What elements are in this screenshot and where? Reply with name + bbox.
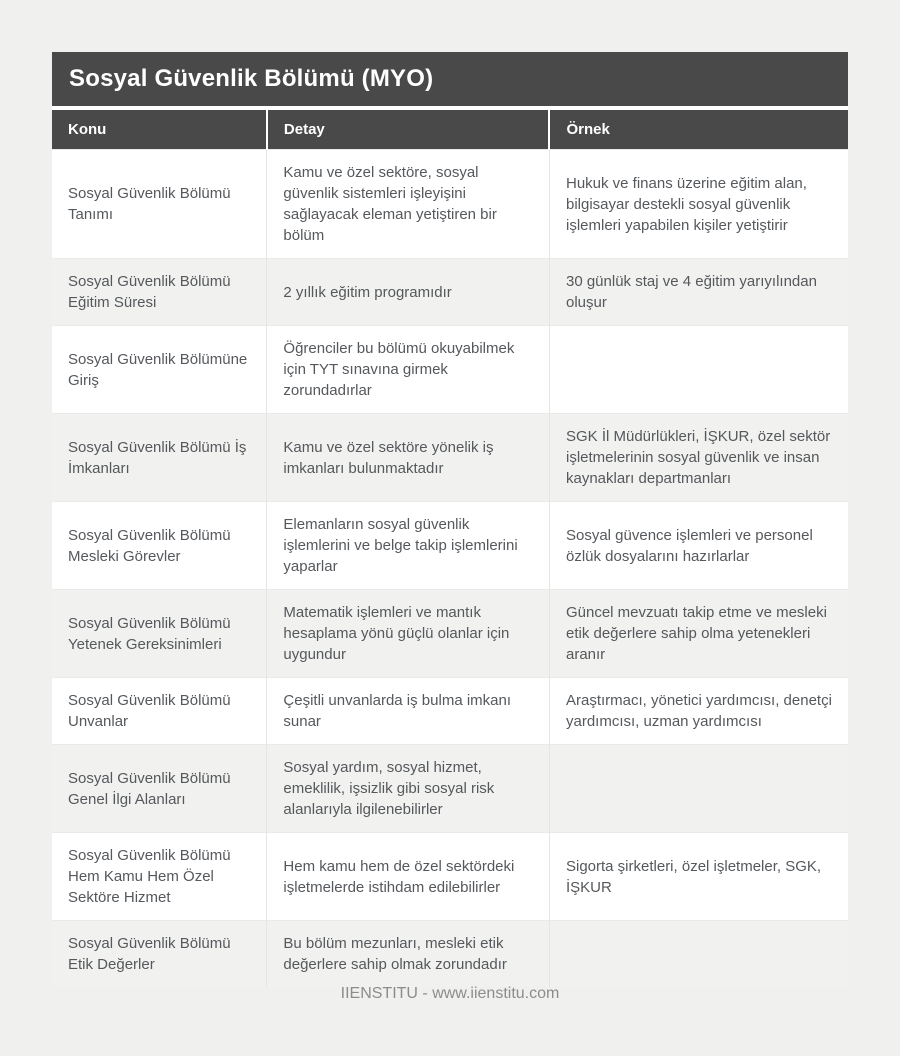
cell-detay: 2 yıllık eğitim programıdır (267, 259, 550, 326)
table-row (52, 414, 848, 502)
cell-konu: Sosyal Güvenlik Bölümü Mesleki Görevler (52, 502, 267, 590)
cell-ornek: Sosyal güvence işlemleri ve personel özlük dosyalarını hazırlarlar (549, 502, 848, 590)
document-card (52, 52, 848, 987)
header-row (52, 110, 848, 150)
column-header-detay: Detay (267, 110, 550, 150)
table-row (52, 590, 848, 678)
cell-detay: Kamu ve özel sektöre yönelik iş imkanları bulunmaktadır (267, 414, 550, 502)
cell-konu: Sosyal Güvenlik Bölümü İş İmkanları (52, 414, 267, 502)
cell-ornek: Araştırmacı, yönetici yardımcısı, denetçi yardımcısı, uzman yardımcısı (549, 678, 848, 745)
column-header-ornek: Örnek (549, 110, 848, 150)
cell-konu: Sosyal Güvenlik Bölümü Genel İlgi Alanları (52, 745, 267, 833)
document-table (52, 110, 848, 987)
cell-ornek (549, 745, 848, 833)
table-header (52, 110, 848, 150)
cell-ornek: Hukuk ve finans üzerine eğitim alan, bilgisayar destekli sosyal güvenlik işlemleri yapabilen kişiler yetiştirir (549, 150, 848, 259)
cell-konu: Sosyal Güvenlik Bölümü Tanımı (52, 150, 267, 259)
cell-ornek (549, 921, 848, 988)
table-row (52, 921, 848, 988)
cell-konu: Sosyal Güvenlik Bölümü Yetenek Gereksinimleri (52, 590, 267, 678)
cell-ornek: SGK İl Müdürlükleri, İŞKUR, özel sektör işletmelerinin sosyal güvenlik ve insan kaynakları departmanları (549, 414, 848, 502)
table-row (52, 745, 848, 833)
cell-konu: Sosyal Güvenlik Bölümüne Giriş (52, 326, 267, 414)
table-body (52, 150, 848, 988)
cell-detay: Kamu ve özel sektöre, sosyal güvenlik sistemleri işleyişini sağlayacak eleman yetiştiren bir bölüm (267, 150, 550, 259)
table-row (52, 259, 848, 326)
column-header-konu: Konu (52, 110, 267, 150)
cell-konu: Sosyal Güvenlik Bölümü Unvanlar (52, 678, 267, 745)
table-row (52, 502, 848, 590)
page-title: Sosyal Güvenlik Bölümü (MYO) (52, 52, 848, 106)
table-row (52, 326, 848, 414)
cell-konu: Sosyal Güvenlik Bölümü Eğitim Süresi (52, 259, 267, 326)
table-row (52, 833, 848, 921)
cell-detay: Çeşitli unvanlarda iş bulma imkanı sunar (267, 678, 550, 745)
cell-detay: Matematik işlemleri ve mantık hesaplama yönü güçlü olanlar için uygundur (267, 590, 550, 678)
cell-ornek (549, 326, 848, 414)
cell-detay: Hem kamu hem de özel sektördeki işletmelerde istihdam edilebilirler (267, 833, 550, 921)
cell-konu: Sosyal Güvenlik Bölümü Hem Kamu Hem Özel Sektöre Hizmet (52, 833, 267, 921)
cell-ornek: 30 günlük staj ve 4 eğitim yarıyılından oluşur (549, 259, 848, 326)
cell-detay: Elemanların sosyal güvenlik işlemlerini ve belge takip işlemlerini yaparlar (267, 502, 550, 590)
table-row (52, 678, 848, 745)
cell-ornek: Güncel mevzuatı takip etme ve mesleki etik değerlere sahip olma yetenekleri aranır (549, 590, 848, 678)
cell-konu: Sosyal Güvenlik Bölümü Etik Değerler (52, 921, 267, 988)
cell-detay: Öğrenciler bu bölümü okuyabilmek için TYT sınavına girmek zorundadırlar (267, 326, 550, 414)
table-row (52, 150, 848, 259)
footer-credit: IIENSTITU - www.iienstitu.com (340, 985, 560, 1002)
cell-ornek: Sigorta şirketleri, özel işletmeler, SGK, İŞKUR (549, 833, 848, 921)
cell-detay: Sosyal yardım, sosyal hizmet, emeklilik, işsizlik gibi sosyal risk alanlarıyla ilgilenebilirler (267, 745, 550, 833)
cell-detay: Bu bölüm mezunları, mesleki etik değerlere sahip olmak zorundadır (267, 921, 550, 988)
